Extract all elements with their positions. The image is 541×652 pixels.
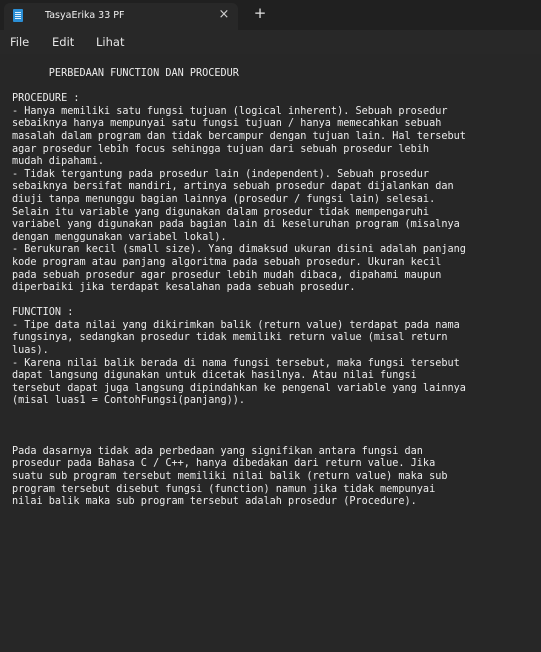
document-text[interactable]: PERBEDAAN FUNCTION DAN PROCEDUR PROCEDURE : - Hanya memiliki satu fungsi tujuan (logical inherent). Sebuah prosedur sebaiknya hanya mempunyai satu fungsi tujuan / hanya memecahkan sebuah masalah dalam program dan tidak bercampur dengan tujuan lain. Hal tersebut agar prosedur lebih focus sehingga tujuan dari sebuah prosedur lebih mudah dipahami. - Tidak tergantung pada prosedur lain (independent). Sebuah prosedur sebaiknya bersifat mandiri, artinya sebuah prosedur dapat dijalankan dan diuji tanpa menunggu bagian lainnya (prosedur / fungsi lain) selesai. Selain itu variable yang digunakan dalam prosedur tidak mempengaruhi variabel yang digunakan pada bagian lain di keseluruhan program (misalnya dengan menggunakan variabel lokal). - Berukuran kecil (small size). Yang dimaksud ukuran disini adalah panjang kode program atau panjang algoritma pada sebuah prosedur. Ukuran kecil pada sebuah prosedur agar prosedur lebih mudah dibaca, dipahami maupun diperbaiki jika terdapat kesalahan pada sebuah prosedur. FUNCTION : - Tipe data nilai yang dikirimkan balik (return value) terdapat pada nama fungsinya, sedangkan prosedur tidak memiliki return value (misal return luas). - Karena nilai balik berada di nama fungsi tersebut, maka fungsi tersebut dapat langsung digunakan untuk dicetak hasilnya. Atau nilai fungsi tersebut dapat juga langsung dipindahkan ke pengenal variable yang lainnya (misal luas1 = ContohFungsi(panjang)). Pada dasarnya tidak ada perbedaan yang signifikan antara fungsi dan prosedur pada Bahasa C / C++, hanya dibedakan dari return value. Jika suatu sub program tersebut memiliki nilai balik (return value) maka sub program tersebut disebut fungsi (function) namun jika tidak mempunyai nilai balik maka sub program tersebut adalah prosedur (Procedure). — [12, 68, 466, 508]
tab-bar — [0, 0, 541, 30]
text-editor[interactable] — [0, 54, 541, 652]
document-tab[interactable] — [4, 3, 238, 30]
menu-view[interactable]: Lihat — [96, 35, 125, 49]
notepad-icon — [13, 9, 23, 22]
new-tab-icon[interactable]: + — [253, 4, 267, 22]
menu-edit[interactable]: Edit — [52, 35, 75, 49]
tab-title: TasyaErika 33 PF — [45, 10, 125, 21]
menu-file[interactable]: File — [10, 35, 30, 49]
menu-bar — [0, 30, 541, 54]
close-icon[interactable]: × — [218, 7, 230, 22]
